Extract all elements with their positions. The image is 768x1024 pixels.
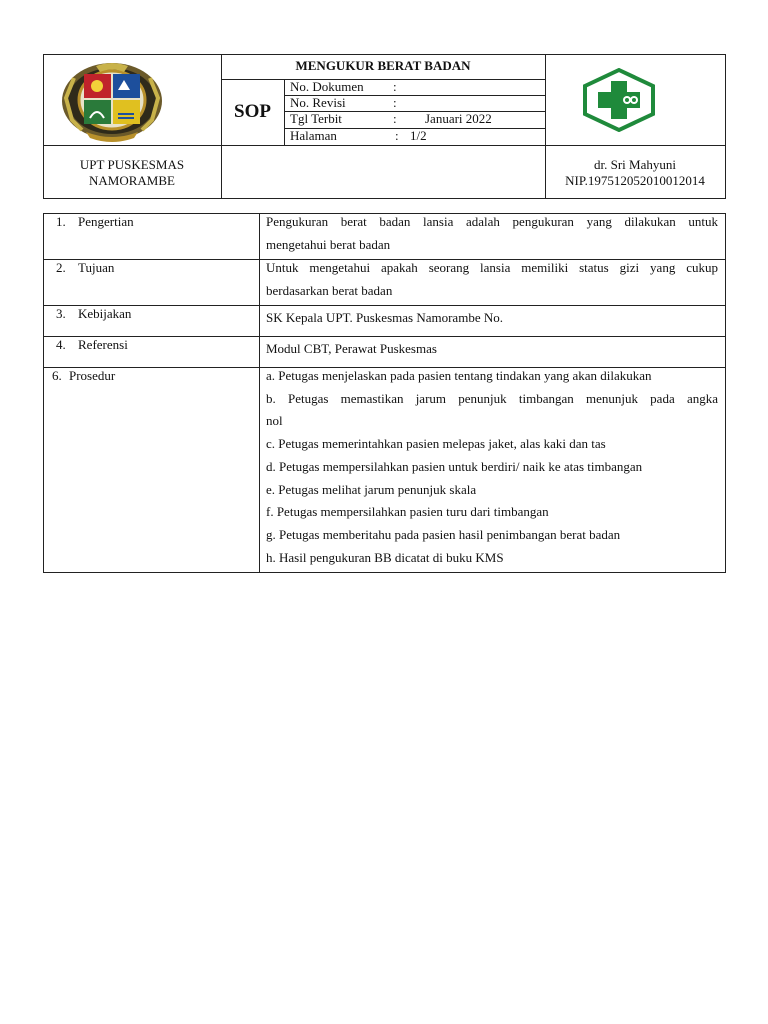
field-value-halaman: 1/2 (410, 128, 427, 143)
field-sep-no-revisi: : (393, 95, 397, 110)
procedure-step: c. Petugas memerintahkan pasien melepas jaket, alas kaki dan tas (266, 436, 606, 451)
row-divider-2 (43, 305, 725, 306)
row-label: Tujuan (78, 260, 115, 275)
document-title: MENGUKUR BERAT BADAN (295, 58, 471, 73)
field-sep-halaman: : (395, 128, 399, 143)
row-text-line: Modul CBT, Perawat Puskesmas (266, 341, 437, 356)
signer-nip: NIP.197512052010012014 (565, 173, 705, 188)
title-row-divider (221, 79, 545, 80)
row-text-line: Pengukuran berat badan lansia adalah pengukuran yang dilakukan untuk (266, 214, 718, 229)
organization-name-line2: NAMORAMBE (89, 173, 175, 188)
header-border-top (43, 54, 725, 55)
procedure-step: nol (266, 413, 283, 428)
regional-emblem-icon (56, 58, 168, 142)
row-text-line: SK Kepala UPT. Puskesmas Namorambe No. (266, 310, 503, 325)
content-border-left (43, 213, 44, 573)
row-label: Kebijakan (78, 306, 132, 321)
field-label-tgl-terbit: Tgl Terbit (290, 111, 342, 126)
field-sep-no-dokumen: : (393, 79, 397, 94)
row-number: 2. (56, 260, 66, 275)
organization-name-line1: UPT PUSKESMAS (79, 157, 185, 172)
row-label: Prosedur (69, 368, 116, 383)
field-sep-tgl-terbit: : (393, 111, 397, 126)
header-border-bottom (43, 198, 725, 199)
header-divider-sop (284, 79, 285, 145)
procedure-step: d. Petugas mempersilahkan pasien untuk berdiri/ naik ke atas timbangan (266, 459, 643, 474)
header-row-divider (43, 145, 725, 146)
row-text-line: mengetahui berat badan (266, 237, 391, 252)
row-label: Pengertian (78, 214, 134, 229)
row-label: Referensi (78, 337, 128, 352)
procedure-step: f. Petugas mempersilahkan pasien turu dari timbangan (266, 504, 549, 519)
field-label-no-dokumen: No. Dokumen (290, 79, 364, 94)
field-label-no-revisi: No. Revisi (290, 95, 346, 110)
row-number: 4. (56, 337, 66, 352)
row-number: 3. (56, 306, 66, 321)
content-border-bottom (43, 572, 725, 573)
header-border-right (725, 54, 726, 199)
content-column-divider (259, 213, 260, 573)
procedure-step: e. Petugas melihat jarum penunjuk skala (266, 482, 477, 497)
puskesmas-logo-icon (583, 68, 655, 132)
procedure-step: h. Hasil pengukuran BB dicatat di buku KMS (266, 550, 504, 565)
field-label-halaman: Halaman (290, 128, 337, 143)
header-divider-left (221, 54, 222, 199)
row-divider-3 (43, 336, 725, 337)
row-text-line: berdasarkan berat badan (266, 283, 393, 298)
procedure-step: b. Petugas memastikan jarum penunjuk timbangan menunjuk pada angka (266, 391, 718, 406)
content-border-right (725, 213, 726, 573)
row-number: 1. (56, 214, 66, 229)
procedure-step: g. Petugas memberitahu pada pasien hasil penimbangan berat badan (266, 527, 621, 542)
sop-label: SOP (234, 101, 271, 122)
procedure-step: a. Petugas menjelaskan pada pasien tentang tindakan yang akan dilakukan (266, 368, 652, 383)
signer-name: dr. Sri Mahyuni (594, 157, 676, 172)
row-text-line: Untuk mengetahui apakah seorang lansia memiliki status gizi yang cukup (266, 260, 718, 275)
row-number: 6. (52, 368, 62, 383)
field-value-tgl-terbit: Januari 2022 (425, 111, 492, 126)
